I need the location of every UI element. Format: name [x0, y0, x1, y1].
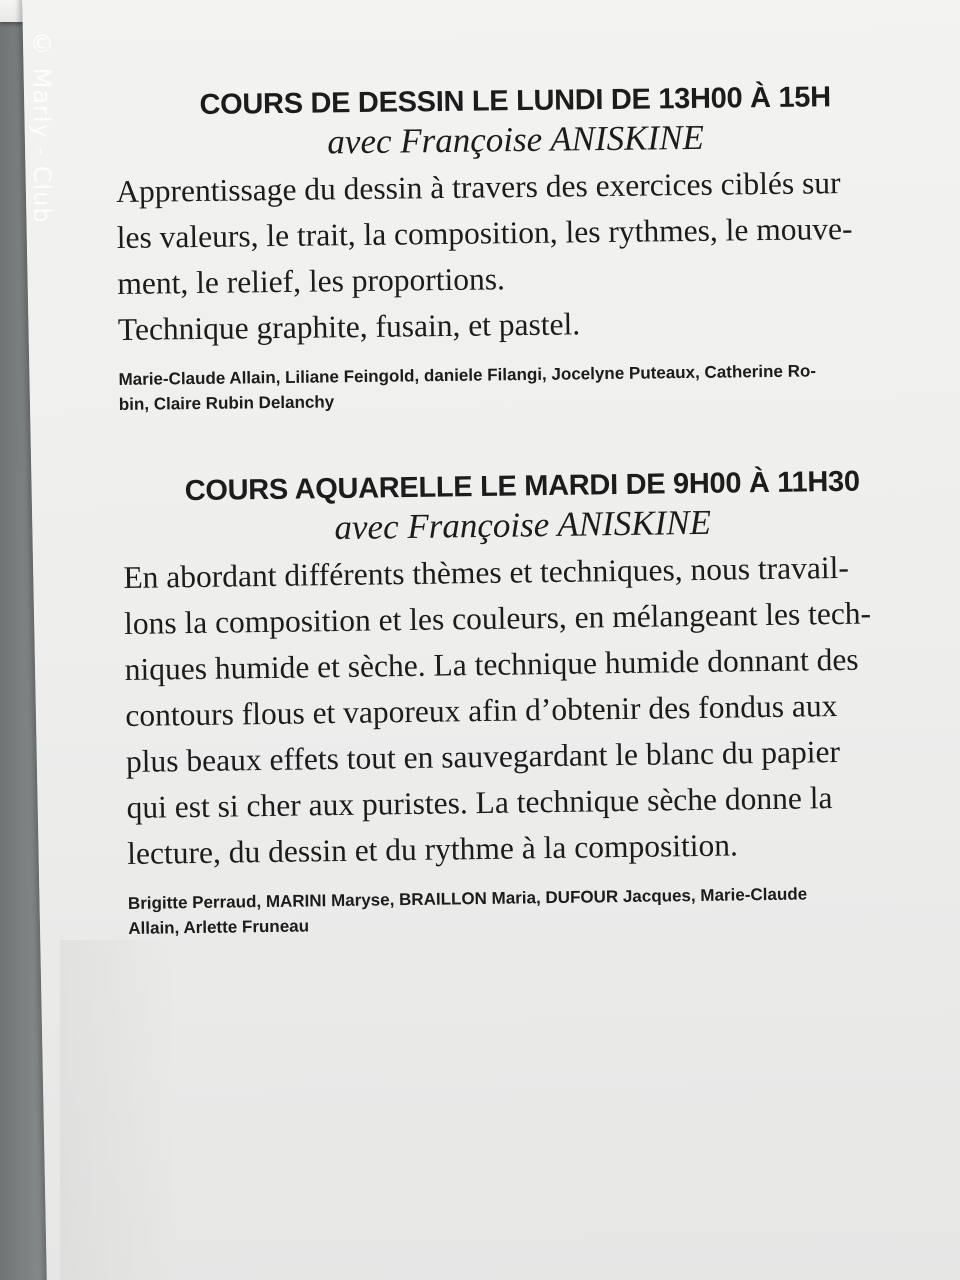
course-drawing-line: ment, le relief, les proportions. — [117, 261, 506, 301]
course-watercolor-teacher: avec Françoise ANISKINE — [334, 502, 712, 548]
course-drawing-line: Technique graphite, fusain, et pastel. — [117, 306, 581, 347]
course-watercolor-line: plus beaux effets tout en sauvegardant le blanc du papier — [125, 734, 841, 779]
course-drawing-line: les valeurs, le trait, la composition, les rythmes, le mouve- — [116, 211, 853, 255]
participants-line: Marie-Claude Allain, Liliane Feingold, daniele Filangi, Jocelyne Puteaux, Catherine Ro- — [118, 361, 817, 389]
course-watercolor-line: lons la composition et les couleurs, en mélangeant les tech- — [123, 595, 872, 641]
course-drawing-participants — [118, 357, 919, 417]
course-drawing-teacher: avec Françoise ANISKINE — [327, 117, 705, 162]
course-watercolor-line: niques humide et sèche. La technique humide donnant des — [124, 641, 859, 687]
course-watercolor-title: COURS AQUARELLE LE MARDI DE 9H00 À 11H30 — [184, 465, 860, 508]
course-drawing-title: COURS DE DESSIN LE LUNDI DE 13H00 À 15H — [199, 81, 831, 121]
course-watercolor-line: lecture, du dessin et du rythme à la composition. — [127, 827, 739, 871]
course-watercolor-line: contours flous et vaporeux afin d’obtenir des fondus aux — [125, 688, 838, 733]
watermark: © Marly - Club — [28, 30, 56, 224]
course-watercolor-line: En abordant différents thèmes et techniques, nous travail- — [123, 549, 850, 595]
course-drawing-line: Apprentissage du dessin à travers des exercices ciblés sur — [116, 165, 841, 209]
course-drawing — [115, 80, 919, 417]
participants-line: Brigitte Perraud, MARINI Maryse, BRAILLON Maria, DUFOUR Jacques, Marie-Claude — [127, 884, 808, 913]
course-watercolor-line: qui est si cher aux puristes. La technique sèche donne la — [126, 780, 833, 825]
participants-line: Allain, Arlette Fruneau — [128, 916, 310, 938]
course-watercolor — [122, 465, 928, 941]
participants-line: bin, Claire Rubin Delanchy — [118, 392, 335, 414]
